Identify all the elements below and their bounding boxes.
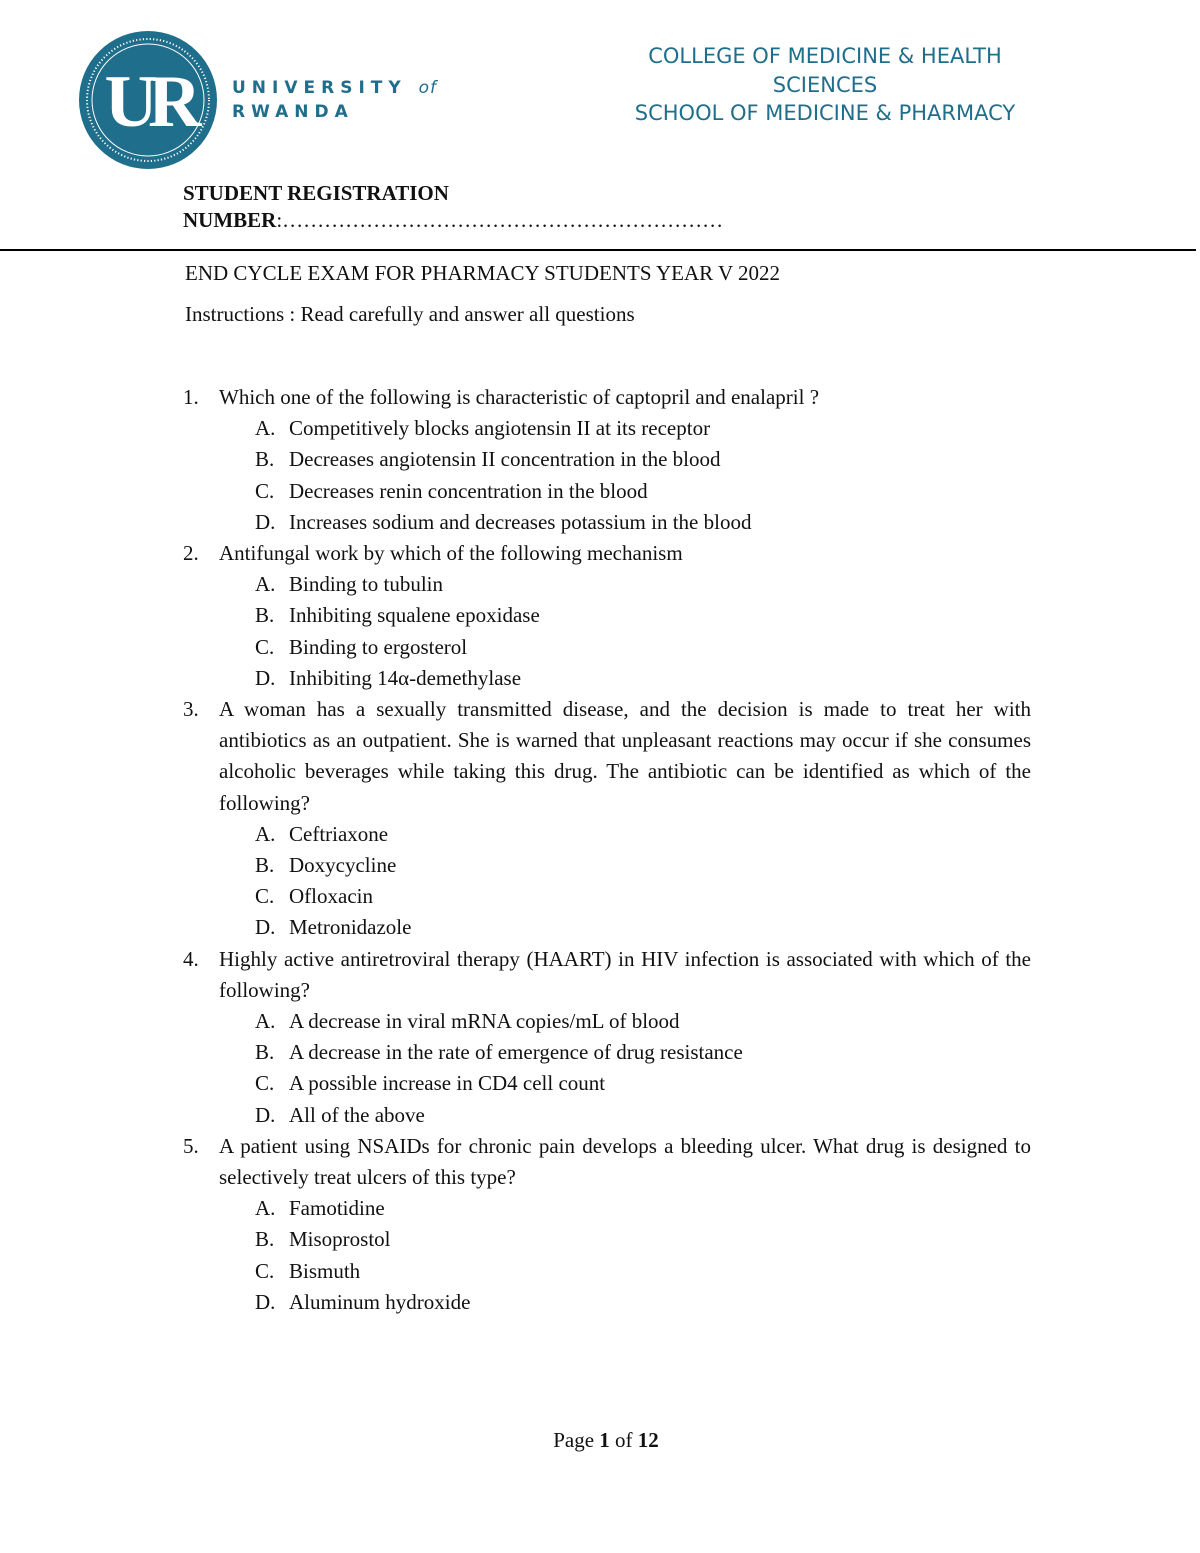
option-letter: C. (255, 1071, 275, 1096)
question-number: 5. (183, 1133, 199, 1158)
question-5 (183, 1131, 1031, 1318)
option-letter: A. (255, 572, 276, 597)
option-letter: A. (255, 416, 276, 441)
college-line-3: SCHOOL OF MEDICINE & PHARMACY (634, 101, 1016, 125)
answer-option[interactable] (255, 600, 1031, 631)
question-2 (183, 538, 1031, 694)
answer-option[interactable] (255, 850, 1031, 881)
logo-monogram: UR (104, 61, 192, 143)
answer-option[interactable] (255, 663, 1031, 694)
option-text: Aluminum hydroxide (289, 1289, 471, 1314)
option-text: All of the above (289, 1102, 425, 1127)
registration-block (183, 180, 723, 234)
option-text: A decrease in viral mRNA copies/mL of blood (289, 1009, 680, 1034)
of-word: of (615, 1428, 633, 1452)
option-letter: D. (255, 509, 276, 534)
option-letter: A. (255, 1009, 276, 1034)
university-name (232, 76, 437, 124)
option-letter: A. (255, 1196, 276, 1221)
answer-option[interactable] (255, 1068, 1031, 1099)
header-divider (0, 249, 1196, 251)
option-letter: C. (255, 1258, 275, 1283)
college-heading (600, 42, 1050, 128)
question-text: A patient using NSAIDs for chronic pain develops a bleeding ulcer. What drug is designed to selectively treat ulcers of this type? (219, 1133, 1031, 1190)
option-letter: B. (255, 447, 275, 472)
university-line2: RWANDA (232, 102, 354, 122)
option-letter: A. (255, 821, 276, 846)
option-text: Ofloxacin (289, 884, 373, 909)
answer-option[interactable] (255, 1287, 1031, 1318)
option-letter: C. (255, 634, 275, 659)
page-word: Page (553, 1428, 595, 1452)
option-letter: D. (255, 915, 276, 940)
answer-option[interactable] (255, 507, 1031, 538)
college-line-1: COLLEGE OF MEDICINE & HEALTH (648, 44, 1002, 68)
option-letter: C. (255, 884, 275, 909)
option-text: Misoprostol (289, 1227, 391, 1252)
answer-option[interactable] (255, 632, 1031, 663)
question-number: 4. (183, 946, 199, 971)
option-letter: D. (255, 1289, 276, 1314)
option-text: Binding to ergosterol (289, 634, 468, 659)
answer-option[interactable] (255, 1193, 1031, 1224)
question-4 (183, 944, 1031, 1131)
question-number: 3. (183, 697, 199, 722)
question-3 (183, 694, 1031, 944)
registration-number-label: NUMBER (183, 208, 277, 232)
option-letter: D. (255, 1102, 276, 1127)
question-1 (183, 382, 1031, 538)
college-line-2: SCIENCES (772, 72, 878, 97)
registration-number-blank[interactable]: :……………………………………………………… (276, 208, 724, 232)
answer-option[interactable] (255, 569, 1031, 600)
registration-label: STUDENT REGISTRATION (183, 181, 449, 205)
option-text: Decreases angiotensin II concentration in the blood (289, 447, 721, 472)
option-letter: B. (255, 603, 275, 628)
question-text: Highly active antiretroviral therapy (HAART) in HIV infection is associated with which of the following? (219, 946, 1031, 1002)
answer-option[interactable] (255, 819, 1031, 850)
option-text: Famotidine (289, 1196, 385, 1221)
page-total: 12 (637, 1428, 659, 1452)
question-text: A woman has a sexually transmitted disease, and the decision is made to treat her with antibiotics as an outpatient. She is warned that unpleasant reactions may occur if she consumes alcoholic beverages while taking this drug. The antibiotic can be identified as which of the following? (219, 697, 1031, 815)
page-footer (0, 1428, 1200, 1453)
answer-option[interactable] (255, 1006, 1031, 1037)
answer-option[interactable] (255, 881, 1031, 912)
university-of: of (418, 78, 438, 98)
option-text: A decrease in the rate of emergence of drug resistance (289, 1040, 743, 1065)
question-number: 1. (183, 385, 199, 409)
answer-option[interactable] (255, 413, 1031, 444)
option-text: Decreases renin concentration in the blood (289, 478, 648, 503)
option-text: Metronidazole (289, 915, 412, 940)
option-letter: D. (255, 665, 276, 690)
option-letter: B. (255, 1040, 275, 1065)
question-list (183, 382, 1031, 1318)
option-text: Inhibiting squalene epoxidase (289, 603, 540, 628)
option-letter: B. (255, 1227, 275, 1252)
exam-title: END CYCLE EXAM FOR PHARMACY STUDENTS YEAR V 2022 (185, 261, 781, 285)
answer-option[interactable] (255, 1256, 1031, 1287)
option-text: Competitively blocks angiotensin II at its receptor (289, 416, 711, 441)
option-letter: B. (255, 853, 275, 878)
answer-option[interactable] (255, 476, 1031, 507)
option-text: Increases sodium and decreases potassium in the blood (289, 509, 752, 534)
option-letter: C. (255, 478, 275, 503)
answer-option[interactable] (255, 912, 1031, 943)
university-logo (78, 30, 218, 170)
question-number: 2. (183, 541, 199, 566)
university-line1: UNIVERSITY (232, 78, 407, 98)
page-current: 1 (599, 1428, 610, 1452)
question-text: Which one of the following is characteristic of captopril and enalapril ? (219, 385, 820, 409)
option-text: Inhibiting 14α-demethylase (289, 665, 522, 690)
answer-option[interactable] (255, 1037, 1031, 1068)
option-text: Ceftriaxone (289, 821, 389, 846)
exam-instructions: Instructions : Read carefully and answer all questions (185, 302, 635, 326)
question-text: Antifungal work by which of the following mechanism (219, 541, 683, 566)
option-text: Doxycycline (289, 853, 397, 878)
answer-option[interactable] (255, 1224, 1031, 1255)
answer-option[interactable] (255, 444, 1031, 475)
option-text: A possible increase in CD4 cell count (289, 1071, 606, 1096)
answer-option[interactable] (255, 1100, 1031, 1131)
option-text: Binding to tubulin (289, 572, 444, 597)
option-text: Bismuth (289, 1258, 361, 1283)
